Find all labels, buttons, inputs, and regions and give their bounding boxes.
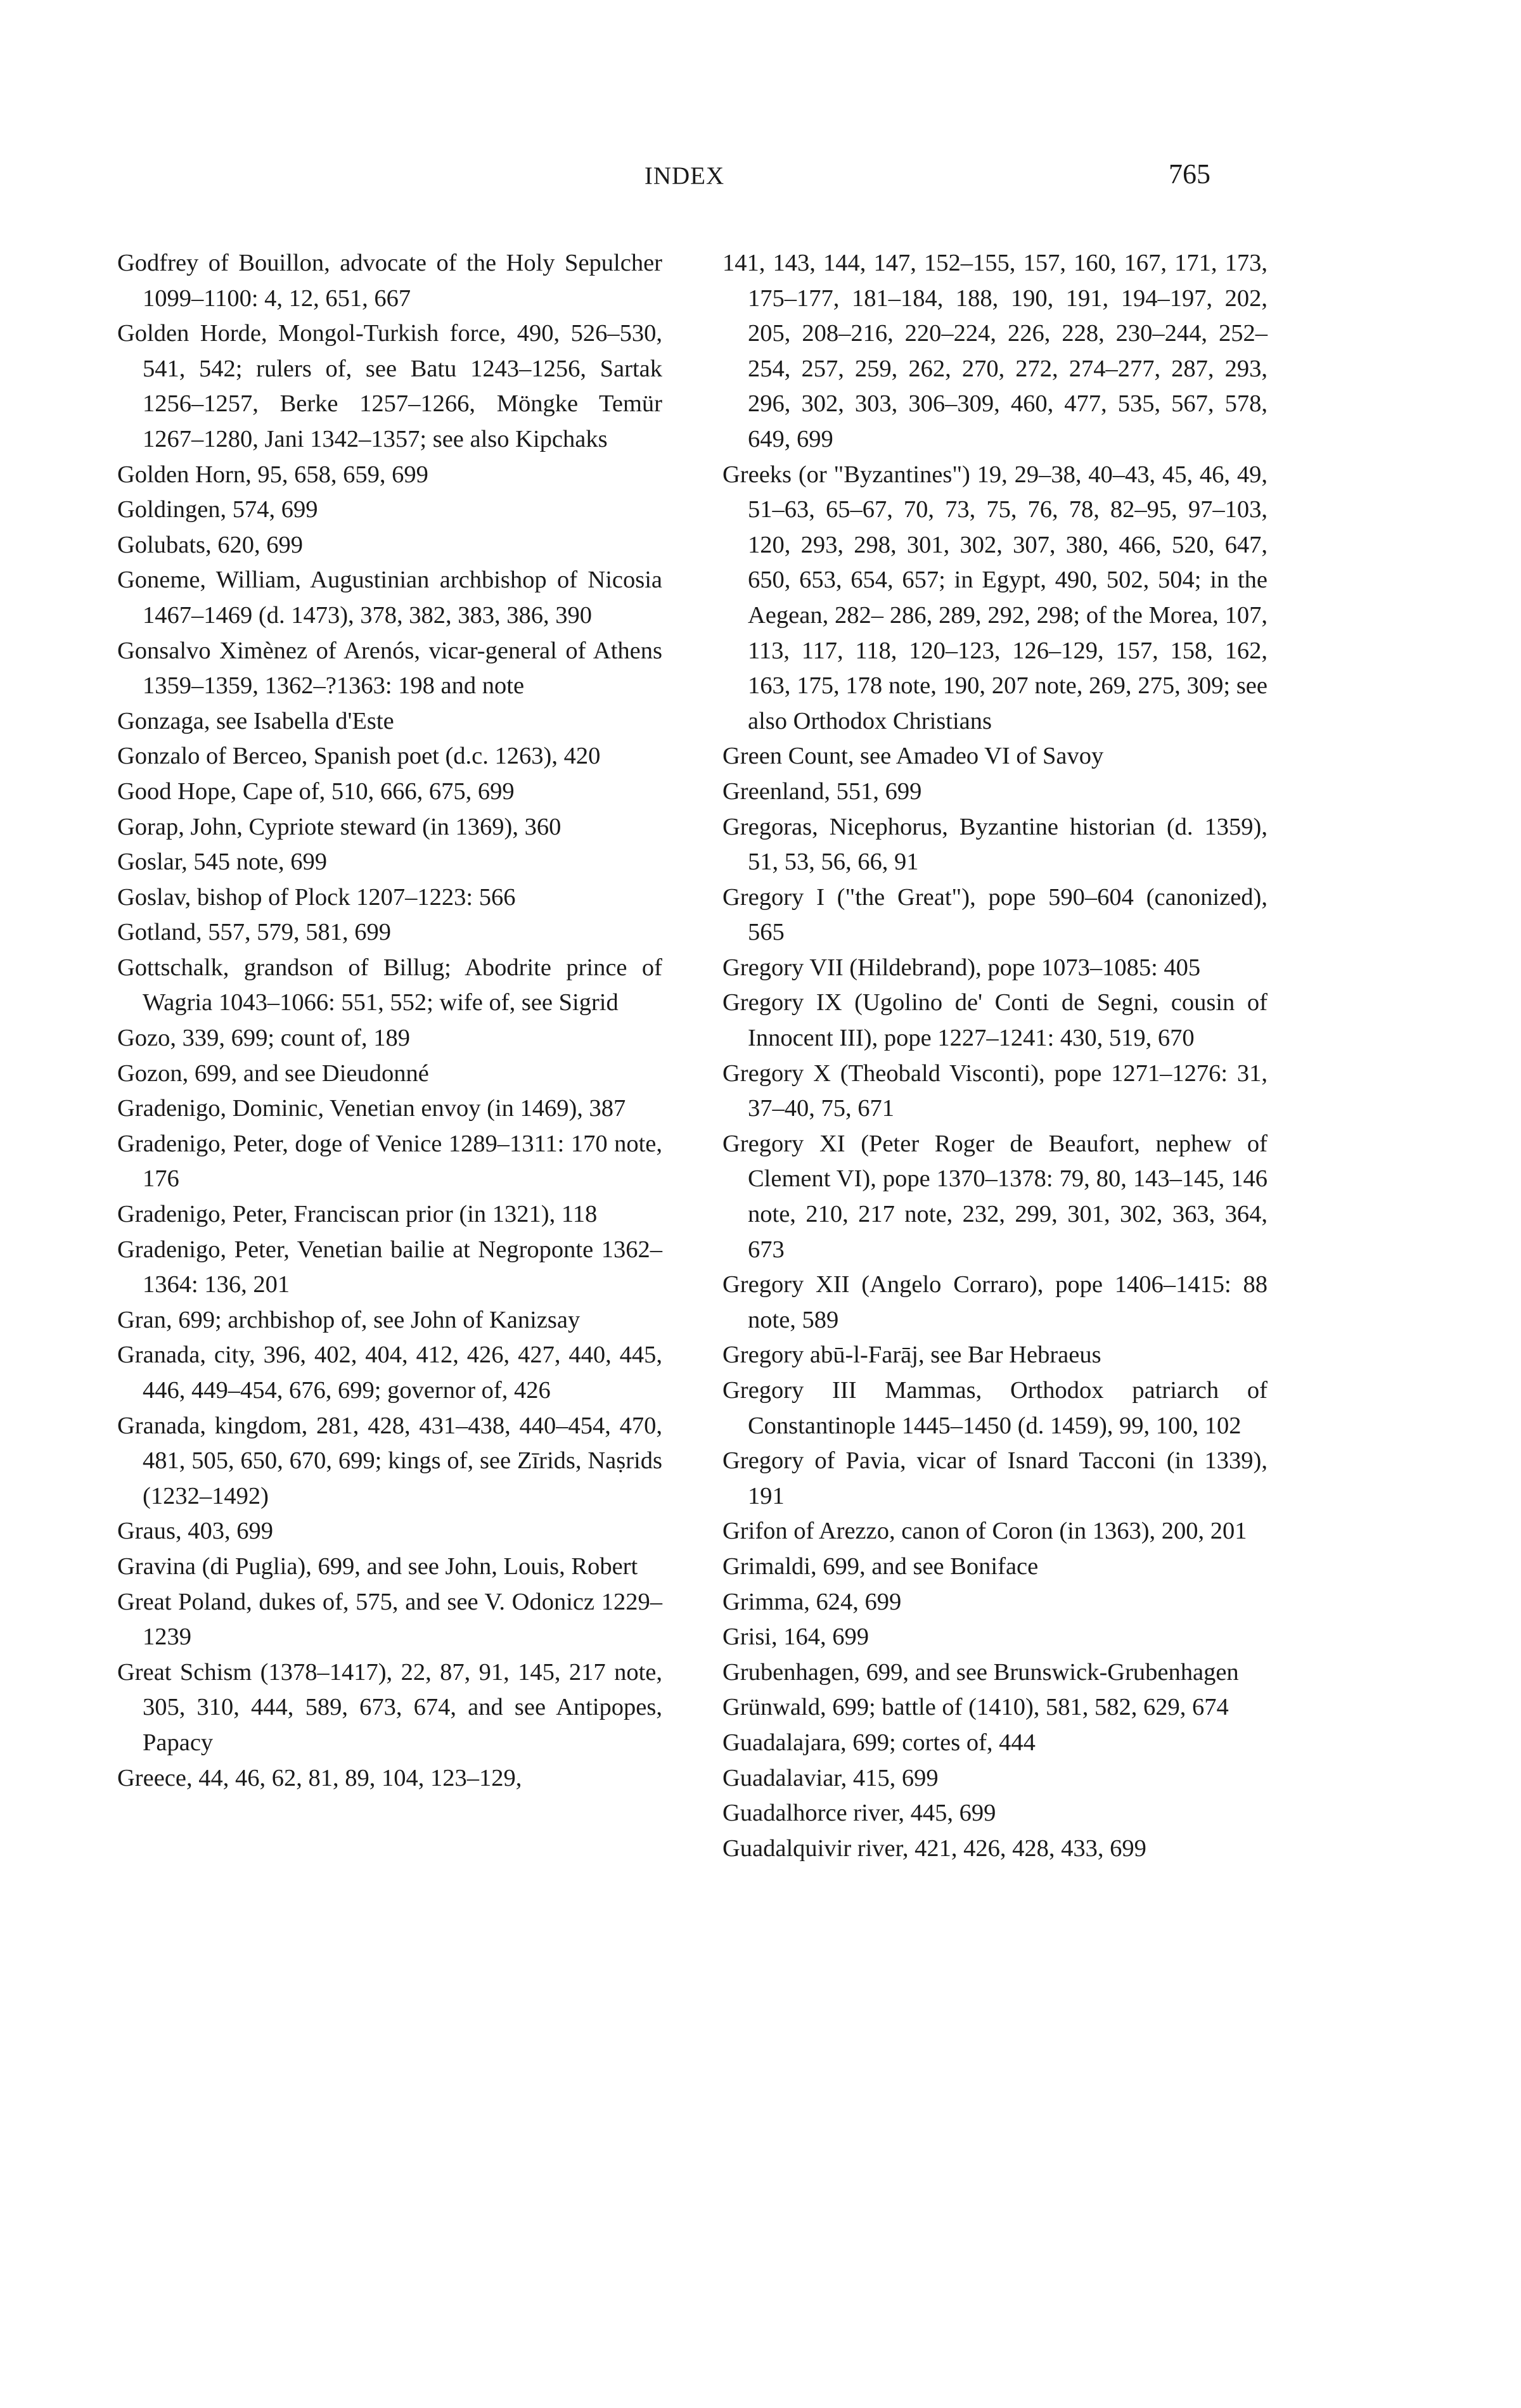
index-entry: Graus, 403, 699 <box>117 1518 273 1545</box>
index-entry: Godfrey of Bouillon, advocate of the Holy Sepulcher 1099–1100: 4, 12, 651, 667 <box>117 250 662 312</box>
index-entry: Great Schism (1378–1417), 22, 87, 91, 145, 217 note, 305, 310, 444, 589, 673, 674, and see Antipopes, Papacy <box>117 1658 662 1756</box>
index-entry: Gottschalk, grandson of Billug; Abodrite prince of Wagria 1043–1066: 551, 552; wife of, see Sigrid <box>117 954 662 1016</box>
index-column-left <box>117 246 662 1796</box>
index-entry: Guadalquivir river, 421, 426, 428, 433, 699 <box>722 1835 1146 1862</box>
index-entry: Guadalajara, 699; cortes of, 444 <box>722 1729 1036 1756</box>
index-entry: Gregory VII (Hildebrand), pope 1073–1085: 405 <box>722 954 1201 981</box>
index-entry: Great Poland, dukes of, 575, and see V. Odonicz 1229–1239 <box>117 1588 662 1651</box>
index-entry: Good Hope, Cape of, 510, 666, 675, 699 <box>117 778 515 805</box>
index-entry: Gonzaga, see Isabella d'Este <box>117 707 394 734</box>
index-entry: Grimaldi, 699, and see Boniface <box>722 1553 1039 1580</box>
index-entry: Grubenhagen, 699, and see Brunswick-Grubenhagen <box>722 1658 1239 1686</box>
index-entry: Goslar, 545 note, 699 <box>117 849 328 876</box>
index-entry: Gregory of Pavia, vicar of Isnard Tacconi (in 1339), 191 <box>722 1447 1268 1509</box>
index-entry: Guadalhorce river, 445, 699 <box>722 1800 996 1827</box>
running-head <box>0 158 1521 200</box>
index-entry: Gregory I ("the Great"), pope 590–604 (canonized), 565 <box>722 883 1268 946</box>
index-entry: Gregory IX (Ugolino de' Conti de Segni, cousin of Innocent III), pope 1227–1241: 430, 519, 670 <box>722 989 1268 1052</box>
index-entry: Goslav, bishop of Plock 1207–1223: 566 <box>117 883 516 911</box>
index-entry: Grifon of Arezzo, canon of Coron (in 1363), 200, 201 <box>722 1518 1247 1545</box>
index-entry: Greece, 44, 46, 62, 81, 89, 104, 123–129, <box>117 1764 522 1791</box>
index-entry: Gorap, John, Cypriote steward (in 1369), 360 <box>117 813 562 840</box>
index-entry: Gradenigo, Peter, Franciscan prior (in 1321), 118 <box>117 1201 598 1228</box>
index-entry: Goneme, William, Augustinian archbishop of Nicosia 1467–1469 (d. 1473), 378, 382, 383, 386, 390 <box>117 567 662 629</box>
index-entry: Gozo, 339, 699; count of, 189 <box>117 1025 410 1052</box>
index-entry: Gradenigo, Dominic, Venetian envoy (in 1469), 387 <box>117 1095 626 1122</box>
index-entry: Gregory abū-l-Farāj, see Bar Hebraeus <box>722 1342 1101 1369</box>
index-entry: Gradenigo, Peter, Venetian bailie at Negroponte 1362–1364: 136, 201 <box>117 1236 662 1298</box>
index-entry: Gregory X (Theobald Visconti), pope 1271–1276: 31, 37–40, 75, 671 <box>722 1060 1268 1122</box>
index-entry: Grisi, 164, 699 <box>722 1623 869 1651</box>
index-entry: Greeks (or "Byzantines") 19, 29–38, 40–43, 45, 46, 49, 51–63, 65–67, 70, 73, 75, 76, 78, 82–95, 97–103, 120, 293, 298, 301, 302, 307, 380, 466, 520, 647, 650, 653, 654, 657; in Egypt, 490, 502, 504; in the Aegean, 282– 286, 289, 292, 298; of the Morea, 107, 113, 117, 118, 120–123, 126–129, 157, 158, 162, 163, 175, 178 note, 190, 207 note, 269, 275, 309; see also Orthodox Christians <box>722 461 1268 734</box>
index-entry: Greenland, 551, 699 <box>722 778 922 805</box>
index-entry: Gozon, 699, and see Dieudonné <box>117 1060 429 1087</box>
index-entry: Grimma, 624, 699 <box>722 1588 902 1615</box>
index-entry: Golubats, 620, 699 <box>117 531 304 558</box>
index-entry: Gregory III Mammas, Orthodox patriarch of Constantinople 1445–1450 (d. 1459), 99, 100, 102 <box>722 1377 1268 1439</box>
index-entry: Gradenigo, Peter, doge of Venice 1289–1311: 170 note, 176 <box>117 1130 662 1193</box>
index-entry: Gregory XII (Angelo Corraro), pope 1406–1415: 88 note, 589 <box>722 1271 1268 1333</box>
index-entry: Gravina (di Puglia), 699, and see John, Louis, Robert <box>117 1553 638 1580</box>
index-entry: Gregoras, Nicephorus, Byzantine historian (d. 1359), 51, 53, 56, 66, 91 <box>722 813 1268 876</box>
index-column-right <box>722 246 1268 1866</box>
index-entry: 141, 143, 144, 147, 152–155, 157, 160, 167, 171, 173, 175–177, 181–184, 188, 190, 191, 194–197, 202, 205, 208–216, 220–224, 226, 228, 230–244, 252–254, 257, 259, 262, 270, 272, 274–277, 287, 293, 296, 302, 303, 306–309, 460, 477, 535, 567, 578, 649, 699 <box>722 250 1268 452</box>
index-entry: Gotland, 557, 579, 581, 699 <box>117 919 392 946</box>
index-entry: Green Count, see Amadeo VI of Savoy <box>722 743 1104 770</box>
index-entry: Granada, kingdom, 281, 428, 431–438, 440–454, 470, 481, 505, 650, 670, 699; kings of, see Zīrids, Naṣrids (1232–1492) <box>117 1412 662 1509</box>
index-entry: Goldingen, 574, 699 <box>117 496 318 523</box>
index-entry: Gonzalo of Berceo, Spanish poet (d.c. 1263), 420 <box>117 743 601 770</box>
index-entry: Gonsalvo Ximènez of Arenós, vicar-general of Athens 1359–1359, 1362–?1363: 198 and note <box>117 637 662 700</box>
index-entry: Golden Horde, Mongol-Turkish force, 490, 526–530, 541, 542; rulers of, see Batu 1243–1256, Sartak 1256–1257, Berke 1257–1266, Möngke Temür 1267–1280, Jani 1342–1357; see also Kipchaks <box>117 320 662 452</box>
index-entry: Golden Horn, 95, 658, 659, 699 <box>117 461 428 488</box>
index-entry: Granada, city, 396, 402, 404, 412, 426, 427, 440, 445, 446, 449–454, 676, 699; governor of, 426 <box>117 1342 662 1404</box>
index-entry: Grünwald, 699; battle of (1410), 581, 582, 629, 674 <box>722 1694 1229 1721</box>
index-entry: Gran, 699; archbishop of, see John of Kanizsay <box>117 1306 581 1333</box>
page-number: 765 <box>1169 158 1210 189</box>
index-entry: Gregory XI (Peter Roger de Beaufort, nephew of Clement VI), pope 1370–1378: 79, 80, 143–145, 146 note, 210, 217 note, 232, 299, 301, 302, 363, 364, 673 <box>722 1130 1268 1263</box>
index-entry: Guadalaviar, 415, 699 <box>722 1764 939 1791</box>
running-title: INDEX <box>644 162 725 189</box>
